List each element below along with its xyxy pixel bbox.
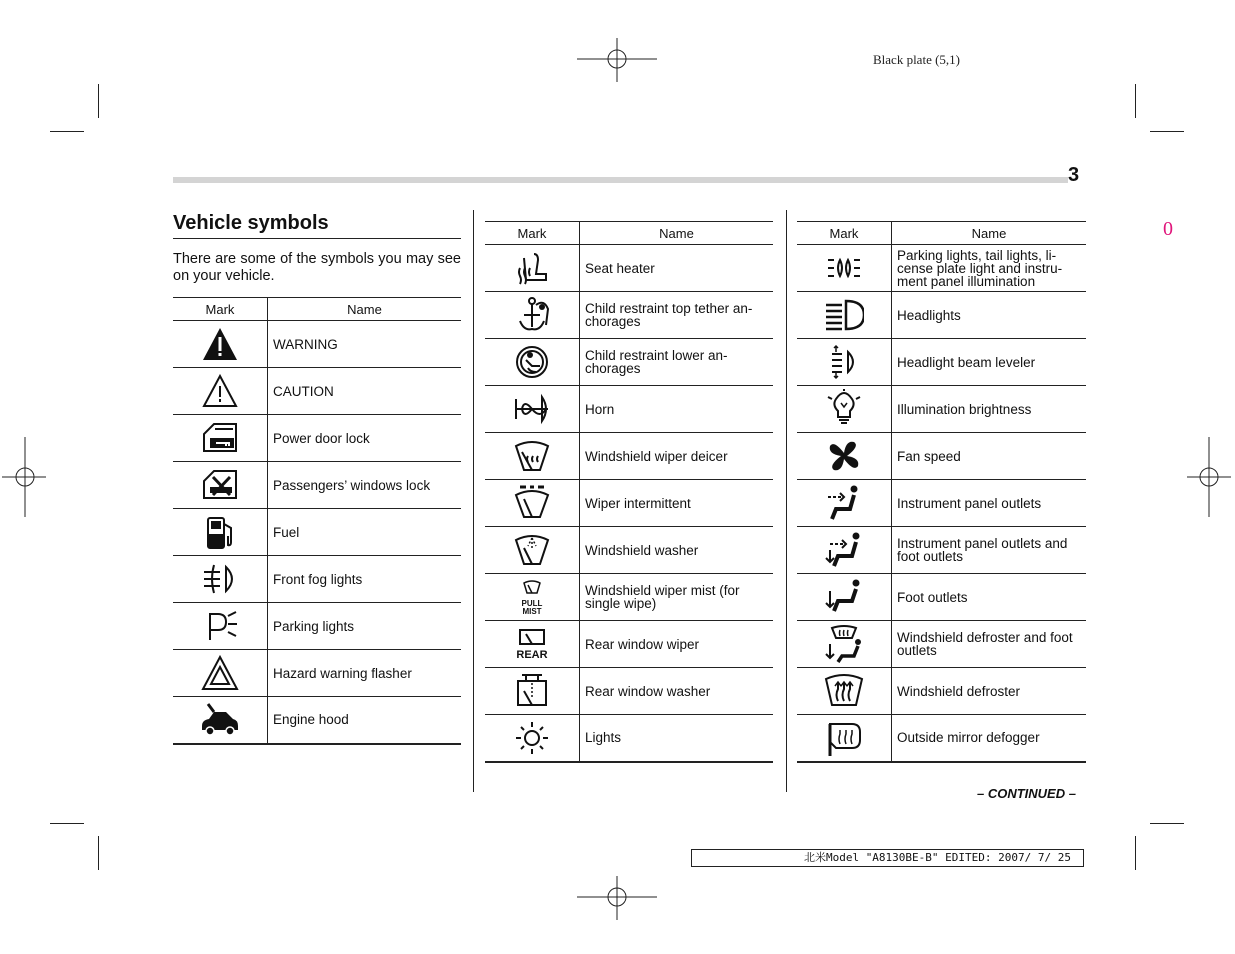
symbol-name: Front fog lights <box>268 556 462 603</box>
symbol-row <box>485 715 773 762</box>
symbol-row <box>797 574 1086 621</box>
symbol-mark-cell <box>797 480 892 527</box>
rear-wiper-icon <box>485 627 579 661</box>
symbol-name: Power door lock <box>268 415 462 462</box>
symbol-row <box>485 527 773 574</box>
symbol-row <box>485 339 773 386</box>
symbol-mark-cell <box>485 480 580 527</box>
symbol-row <box>797 668 1086 715</box>
column-divider <box>786 210 787 792</box>
symbols-table-2 <box>485 221 773 763</box>
headlights-icon <box>797 295 891 335</box>
registration-mark-left <box>2 437 46 517</box>
column-header-name: Name <box>268 298 462 321</box>
symbol-name: Windshield defroster and foot outlets <box>892 621 1087 668</box>
wiper-intermittent-icon <box>485 483 579 523</box>
windshield-washer-icon <box>485 530 579 570</box>
symbol-mark-cell <box>173 368 268 415</box>
parking-tail-lights-icon <box>797 248 891 288</box>
symbol-name: Child restraint top tether an- chorages <box>580 292 774 339</box>
symbol-mark-cell <box>797 386 892 433</box>
symbol-row <box>485 621 773 668</box>
window-lock-icon <box>173 465 267 505</box>
symbol-mark-cell <box>797 574 892 621</box>
symbol-row <box>797 480 1086 527</box>
margin-mark: 0 <box>1163 218 1173 240</box>
symbol-mark-cell <box>485 245 580 292</box>
panel-foot-outlets-icon <box>797 530 891 570</box>
symbols-table-1 <box>173 297 461 745</box>
symbol-name: Fuel <box>268 509 462 556</box>
column-header-mark: Mark <box>173 298 268 321</box>
symbol-name: Headlight beam leveler <box>892 339 1087 386</box>
registration-mark-right <box>1187 437 1231 517</box>
column-header-name: Name <box>580 222 774 245</box>
caution-icon <box>173 371 267 411</box>
symbol-name: Instrument panel outlets and foot outlets <box>892 527 1087 574</box>
symbol-name: Windshield defroster <box>892 668 1087 715</box>
symbol-name: WARNING <box>268 321 462 368</box>
footer-model-info: 北米Model "A8130BE-B" EDITED: 2007/ 7/ 25 <box>691 849 1084 867</box>
symbol-name: Instrument panel outlets <box>892 480 1087 527</box>
warning-icon <box>173 324 267 364</box>
symbol-mark-cell <box>485 668 580 715</box>
symbol-mark-cell <box>173 462 268 509</box>
symbol-name: Engine hood <box>268 697 462 744</box>
horn-icon <box>485 389 579 429</box>
symbol-mark-cell <box>797 621 892 668</box>
foot-outlets-icon <box>797 577 891 617</box>
fuel-icon <box>173 512 267 552</box>
symbol-row <box>173 509 461 556</box>
seat-heater-icon <box>485 248 579 288</box>
symbol-mark-cell <box>173 321 268 368</box>
title-rule <box>173 238 461 239</box>
symbol-mark-cell <box>173 697 268 744</box>
symbol-name: Parking lights <box>268 603 462 650</box>
wiper-mist-icon <box>485 578 579 616</box>
symbol-name: Headlights <box>892 292 1087 339</box>
icon-label: MIST <box>522 607 542 616</box>
symbol-row <box>797 386 1086 433</box>
symbol-name: Illumination brightness <box>892 386 1087 433</box>
symbol-mark-cell <box>485 574 580 621</box>
column-header-mark: Mark <box>797 222 892 245</box>
parking-lights-icon <box>173 606 267 646</box>
registration-mark-bottom <box>577 876 657 920</box>
symbol-name: CAUTION <box>268 368 462 415</box>
symbol-row <box>797 245 1086 292</box>
symbol-mark-cell <box>173 415 268 462</box>
symbol-name: Windshield washer <box>580 527 774 574</box>
fan-speed-icon <box>797 436 891 476</box>
symbol-row <box>173 650 461 697</box>
continued-label: – CONTINUED – <box>977 786 1076 801</box>
symbol-row <box>173 368 461 415</box>
section-title: Vehicle symbols <box>173 212 329 234</box>
symbol-row <box>173 415 461 462</box>
symbol-name: Passengers’ windows lock <box>268 462 462 509</box>
beam-leveler-icon <box>797 342 891 382</box>
symbol-mark-cell <box>485 715 580 762</box>
child-lower-anchor-icon <box>485 342 579 382</box>
wiper-deicer-icon <box>485 436 579 476</box>
symbol-mark-cell <box>797 245 892 292</box>
symbol-mark-cell <box>485 621 580 668</box>
symbol-mark-cell <box>173 650 268 697</box>
defrost-foot-icon <box>797 624 891 664</box>
hazard-icon <box>173 653 267 693</box>
symbol-row <box>797 339 1086 386</box>
symbol-name: Foot outlets <box>892 574 1087 621</box>
symbol-row <box>173 697 461 744</box>
symbol-mark-cell <box>485 386 580 433</box>
symbol-mark-cell <box>797 715 892 762</box>
symbol-mark-cell <box>173 556 268 603</box>
engine-hood-icon <box>173 700 267 740</box>
symbol-mark-cell <box>797 339 892 386</box>
symbol-row <box>797 433 1086 480</box>
symbol-mark-cell <box>797 292 892 339</box>
power-door-lock-icon <box>173 418 267 458</box>
symbol-name: Fan speed <box>892 433 1087 480</box>
symbol-name: Outside mirror defogger <box>892 715 1087 762</box>
symbol-name: Windshield wiper mist (for single wipe) <box>580 574 774 621</box>
symbol-mark-cell <box>173 603 268 650</box>
header-bar <box>173 177 1068 183</box>
symbol-row <box>485 245 773 292</box>
page-number: 3 <box>1068 164 1080 186</box>
column-divider <box>473 210 474 792</box>
child-tether-icon <box>485 295 579 335</box>
symbol-name: Hazard warning flasher <box>268 650 462 697</box>
symbol-mark-cell <box>485 433 580 480</box>
column-header-name: Name <box>892 222 1087 245</box>
symbol-row <box>173 603 461 650</box>
symbol-name: Rear window washer <box>580 668 774 715</box>
symbol-row <box>797 715 1086 762</box>
symbol-mark-cell <box>797 433 892 480</box>
windshield-defroster-icon <box>797 671 891 711</box>
symbol-mark-cell <box>485 527 580 574</box>
rear-washer-icon <box>485 671 579 711</box>
symbol-row <box>485 433 773 480</box>
symbol-row <box>485 668 773 715</box>
symbol-row <box>485 292 773 339</box>
symbol-row <box>485 480 773 527</box>
panel-outlets-icon <box>797 483 891 523</box>
symbol-name: Child restraint lower an- chorages <box>580 339 774 386</box>
symbol-name: Seat heater <box>580 245 774 292</box>
intro-text: There are some of the symbols you may see on your vehicle. <box>173 251 461 284</box>
symbol-row <box>485 574 773 621</box>
symbol-name: Horn <box>580 386 774 433</box>
symbol-name: Rear window wiper <box>580 621 774 668</box>
symbol-row <box>173 462 461 509</box>
symbol-name: Parking lights, tail lights, li- cense plate light and instru- ment panel illumination <box>892 245 1087 292</box>
symbol-row <box>485 386 773 433</box>
symbol-name: Wiper intermittent <box>580 480 774 527</box>
mirror-defogger-icon <box>797 718 891 758</box>
symbol-row <box>797 527 1086 574</box>
symbol-row <box>173 321 461 368</box>
symbol-row <box>797 621 1086 668</box>
symbol-mark-cell <box>485 292 580 339</box>
front-fog-lights-icon <box>173 559 267 599</box>
symbol-mark-cell <box>173 509 268 556</box>
symbol-mark-cell <box>485 339 580 386</box>
symbols-table-3 <box>797 221 1086 763</box>
symbol-row <box>173 556 461 603</box>
plate-label: Black plate (5,1) <box>873 52 960 67</box>
registration-mark-top <box>577 38 657 82</box>
icon-label: REAR <box>516 649 548 661</box>
lights-icon <box>485 718 579 758</box>
icon-label: PULL <box>521 599 543 608</box>
symbol-mark-cell <box>797 527 892 574</box>
symbol-mark-cell <box>797 668 892 715</box>
symbol-name: Lights <box>580 715 774 762</box>
symbol-row <box>797 292 1086 339</box>
symbol-name: Windshield wiper deicer <box>580 433 774 480</box>
column-header-mark: Mark <box>485 222 580 245</box>
illumination-icon <box>797 389 891 429</box>
